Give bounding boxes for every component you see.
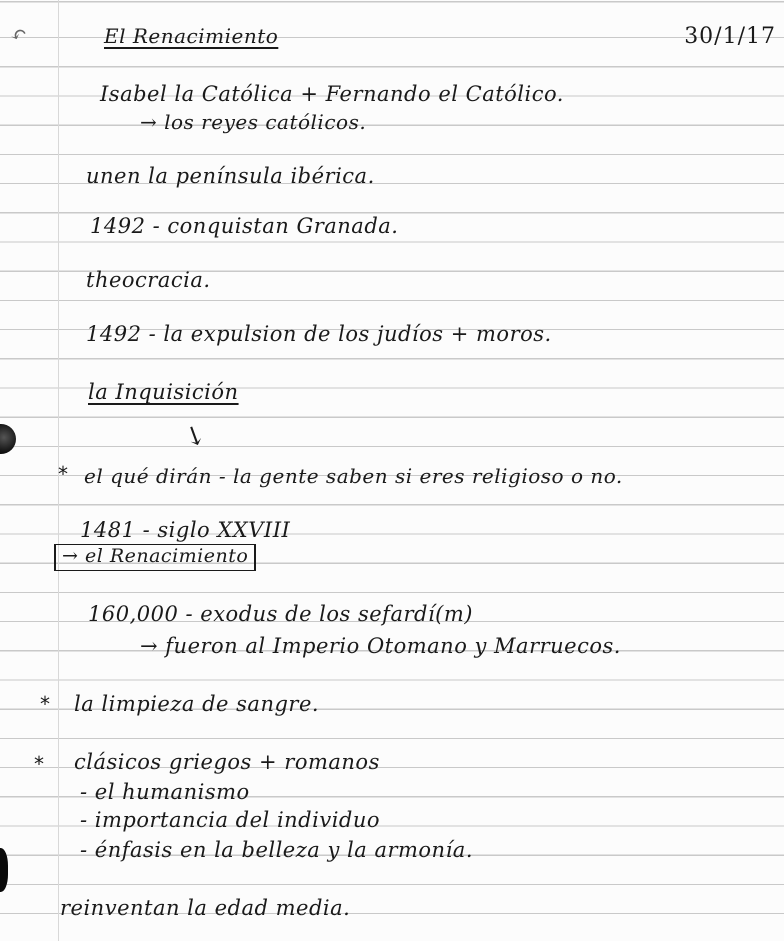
note-line: el qué dirán - la gente saben si eres religioso o no. <box>84 464 623 488</box>
star-bullet-icon: * <box>34 752 44 776</box>
note-line: 1492 - conquistan Granada. <box>90 214 399 238</box>
note-line: clásicos griegos + romanos <box>74 750 380 774</box>
arrow-down-icon: ↓ <box>179 419 211 455</box>
note-line: - el humanismo <box>80 780 250 804</box>
note-date: 30/1/17 <box>684 24 776 49</box>
note-line: 1481 - siglo XXVIII <box>80 518 291 542</box>
boxed-note: → el Renacimiento <box>54 544 256 571</box>
star-bullet-icon: * <box>40 692 50 716</box>
note-heading: la Inquisición <box>88 380 239 404</box>
note-line: - importancia del individuo <box>80 808 381 832</box>
note-line: → fueron al Imperio Otomano y Marruecos. <box>140 634 621 658</box>
note-line: - énfasis en la belleza y la armonía. <box>80 838 473 862</box>
binder-hole <box>0 848 8 892</box>
note-line: reinventan la edad media. <box>60 896 351 920</box>
page-title: El Renacimiento <box>104 24 279 48</box>
corner-scribble: ↶ <box>6 19 31 49</box>
note-line: unen la península ibérica. <box>86 164 375 188</box>
note-line: theocracia. <box>86 268 211 292</box>
note-line: la limpieza de sangre. <box>74 692 320 716</box>
note-line: → los reyes católicos. <box>140 110 367 134</box>
note-line: Isabel la Católica + Fernando el Católico. <box>100 82 564 106</box>
binder-hole <box>0 424 16 454</box>
note-line: 1492 - la expulsion de los judíos + moros. <box>86 322 552 346</box>
note-line: 160,000 - exodus de los sefardí(m) <box>88 602 473 626</box>
star-bullet-icon: * <box>58 462 68 486</box>
